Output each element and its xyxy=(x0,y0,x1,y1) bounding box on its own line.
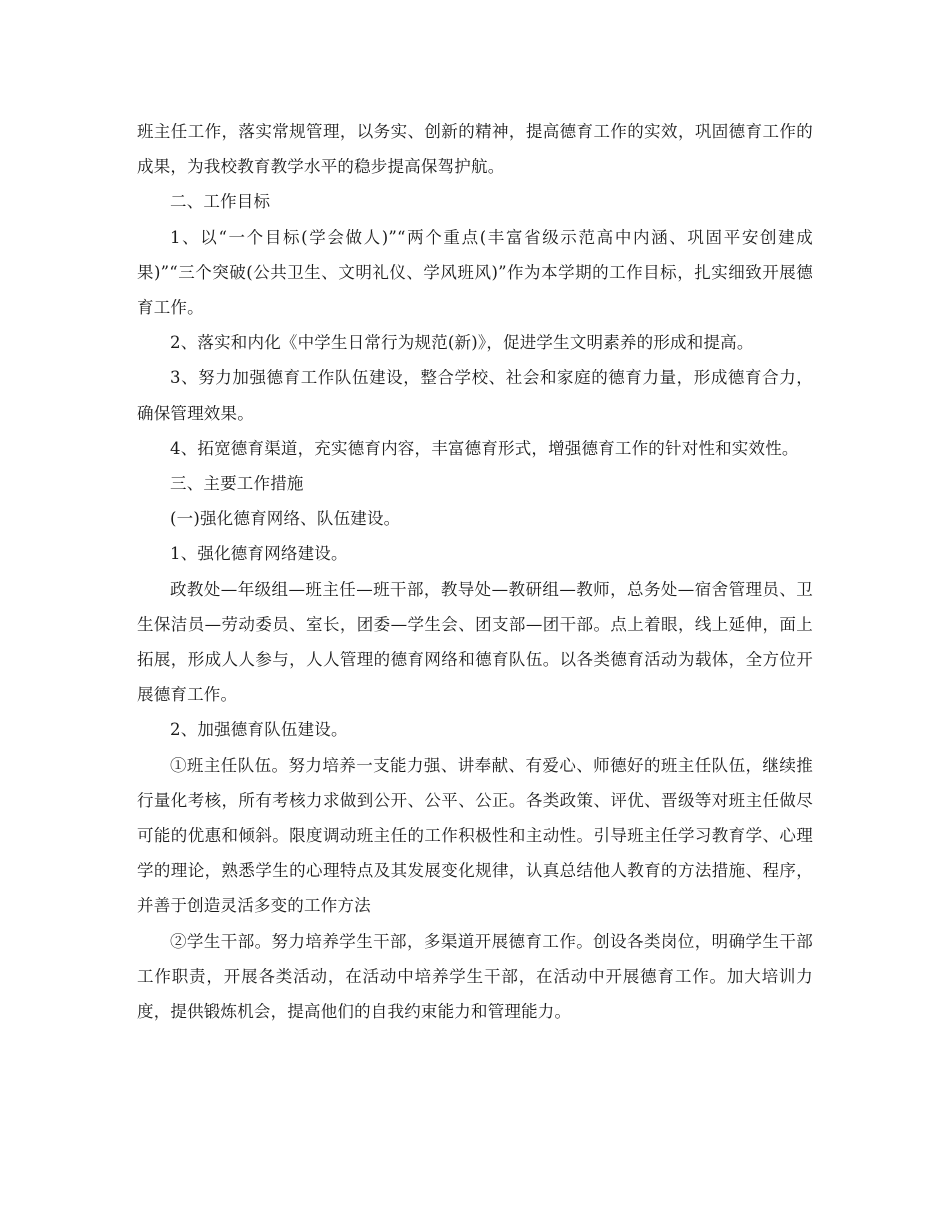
section-heading-work-goals: 二、工作目标 xyxy=(170,192,271,212)
subsection-heading-1: (一)强化德育网络、队伍建设。 xyxy=(170,509,401,529)
section-heading-main-measures: 三、主要工作措施 xyxy=(170,474,304,494)
paragraph-goal-1: 1、以“一个目标(学会做人)”“两个重点(丰富省级示范高中内涵、巩固平安创建成果)”“三个突破(公共卫生、文明礼仪、学风班风)”作为本学期的工作目标，扎实细致开展德育工作。 xyxy=(137,227,813,318)
item-heading-network: 1、强化德育网络建设。 xyxy=(170,544,348,564)
paragraph-head-teachers: ①班主任队伍。努力培养一支能力强、讲奉献、有爱心、师德好的班主任队伍，继续推行量化考核，所有考核力求做到公开、公平、公正。各类政策、评优、晋级等对班主任做尽可能的优惠和倾斜。限度调动班主任的工作积极性和主动性。引导班主任学习教育学、心理学的理论，熟悉学生的心理特点及其发展变化规律，认真总结他人教育的方法措施、程序，并善于创造灵活多变的工作方法 xyxy=(137,755,813,916)
paragraph-network: 政教处—年级组—班主任—班干部，教导处—教研组—教师，总务处—宿舍管理员、卫生保洁员—劳动委员、室长，团委—学生会、团支部—团干部。点上着眼，线上延伸，面上拓展，形成人人参与，人人管理的德育网络和德育队伍。以各类德育活动为载体，全方位开展德育工作。 xyxy=(137,579,813,705)
item-heading-team: 2、加强德育队伍建设。 xyxy=(170,720,348,740)
paragraph-1: 班主任工作，落实常规管理，以务实、创新的精神，提高德育工作的实效，巩固德育工作的成果，为我校教育教学水平的稳步提高保驾护航。 xyxy=(137,122,813,177)
paragraph-student-cadres: ②学生干部。努力培养学生干部，多渠道开展德育工作。创设各类岗位，明确学生干部工作职责，开展各类活动，在活动中培养学生干部，在活动中开展德育工作。加大培训力度，提供锻炼机会，提高他们的自我约束能力和管理能力。 xyxy=(137,931,813,1022)
paragraph-goal-2: 2、落实和内化《中学生日常行为规范(新)》，促进学生文明素养的形成和提高。 xyxy=(170,333,754,353)
paragraph-goal-4: 4、拓宽德育渠道，充实德育内容，丰富德育形式，增强德育工作的针对性和实效性。 xyxy=(170,438,799,458)
paragraph-goal-3: 3、努力加强德育工作队伍建设，整合学校、社会和家庭的德育力量，形成德育合力，确保管理效果。 xyxy=(137,368,813,423)
document-body xyxy=(137,114,813,1029)
